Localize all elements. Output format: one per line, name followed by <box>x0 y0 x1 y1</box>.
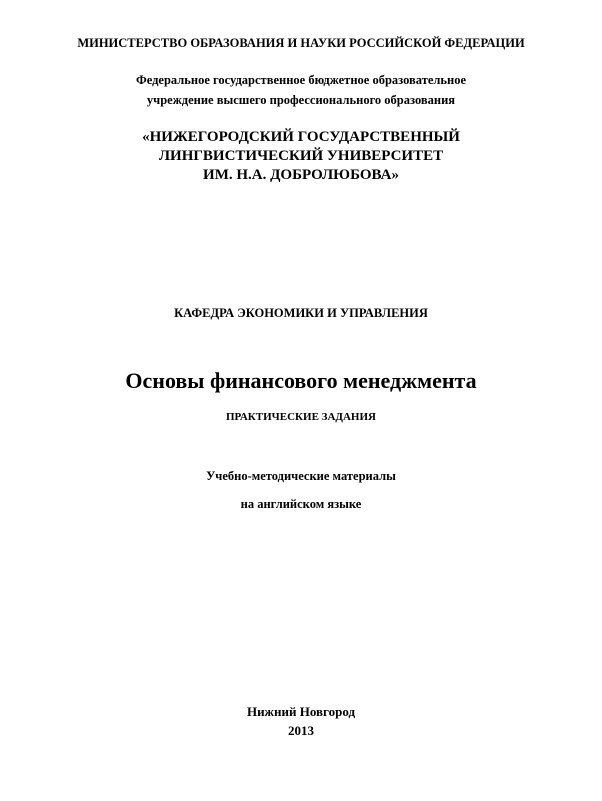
university-name-line-1: «НИЖЕГОРОДСКИЙ ГОСУДАРСТВЕННЫЙ <box>142 129 460 145</box>
materials-type-line-2: на английском языке <box>240 497 362 511</box>
institution-type-line-1: Федеральное государственное бюджетное образовательное <box>135 73 467 87</box>
publication-city: Нижний Новгород <box>246 704 356 719</box>
materials-type-line-1: Учебно-методические материалы <box>206 469 396 483</box>
university-name-line-3: ИМ. Н.А. ДОБРОЛЮБОВА» <box>203 167 399 183</box>
document-title: Основы финансового менеджмента <box>125 368 477 393</box>
publication-year: 2013 <box>288 723 314 738</box>
document-subtitle: ПРАКТИЧЕСКИЕ ЗАДАНИЯ <box>226 411 376 423</box>
university-name-line-2: ЛИНГВИСТИЧЕСКИЙ УНИВЕРСИТЕТ <box>158 148 444 164</box>
ministry-name: МИНИСТЕРСТВО ОБРАЗОВАНИЯ И НАУКИ РОССИЙСКОЙ ФЕДЕРАЦИИ <box>77 36 525 50</box>
department-name: КАФЕДРА ЭКОНОМИКИ И УПРАВЛЕНИЯ <box>174 306 428 320</box>
institution-type-line-2: учреждение высшего профессионального образования <box>146 93 456 107</box>
